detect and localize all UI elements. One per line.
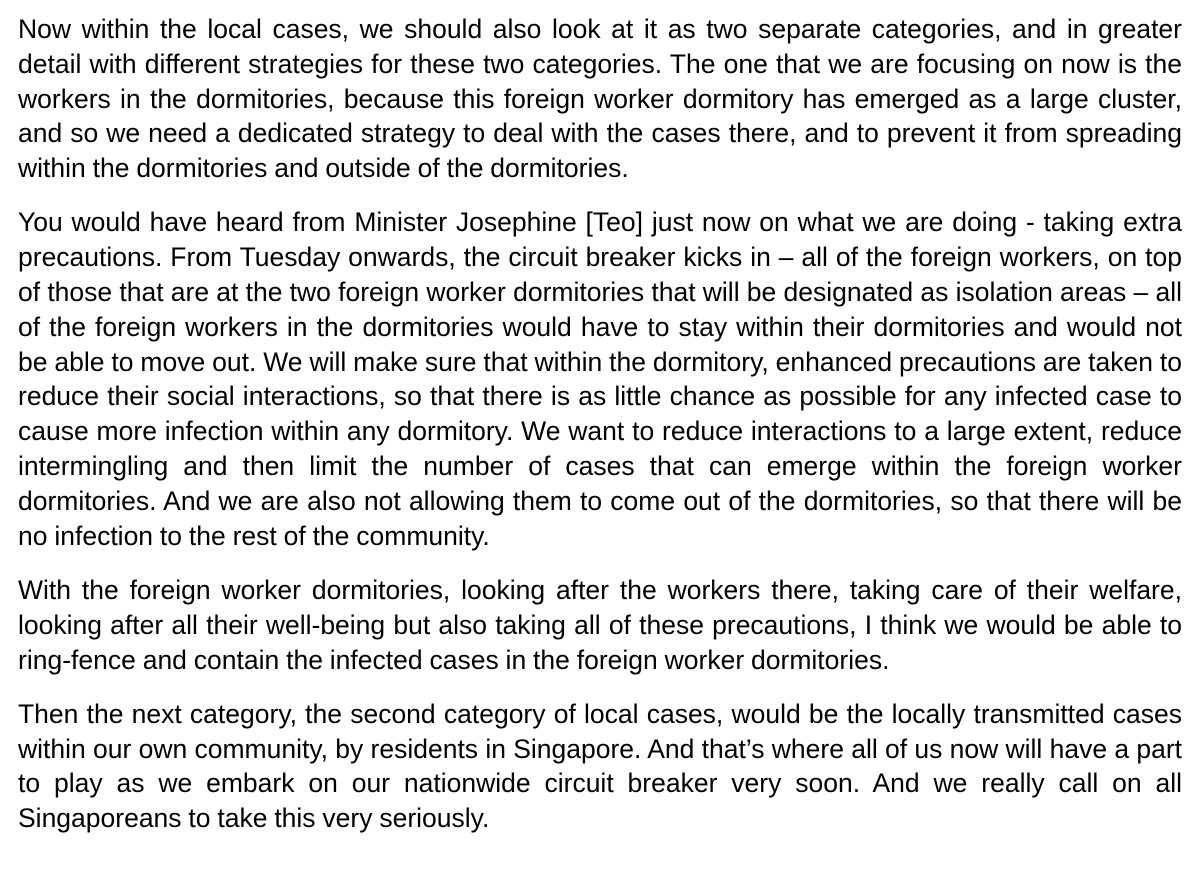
paragraph-local-cases-categories: Now within the local cases, we should also look at it as two separate categories, and in greater detail with different strategies for these two categories. The one that we are focusing on now is the workers in the dormitories, because this foreign worker dormitory has emerged as a large cluster, and so we need a dedicated strategy to deal with the cases there, and to prevent it from spreading within the dormitories and outside of the dormitories. xyxy=(18,14,1182,184)
paragraph-community-cases: Then the next category, the second category of local cases, would be the locally transmitted cases within our own community, by residents in Singapore. And that’s where all of us now will have a part to play as we embark on our nationwide circuit breaker very soon. And we really call on all Singaporeans to take this very seriously. xyxy=(18,698,1182,834)
paragraph-dormitory-precautions: You would have heard from Minister Josephine [Teo] just now on what we are doing - taking extra precautions. From Tuesday onwards, the circuit breaker kicks in – all of the foreign workers, on top of those that are at the two foreign worker dormitories that will be designated as isolation areas – all of the foreign workers in the dormitories would have to stay within their dormitories and would not be able to move out. We will make sure that within the dormitory, enhanced precautions are taken to reduce their social interactions, so that there is as little chance as possible for any infected case to cause more infection within any dormitory. We want to reduce interactions to a large extent, reduce intermingling and then limit the number of cases that can emerge within the foreign worker dormitories. And we are also not allowing them to come out of the dormitories, so that there will be no infection to the rest of the community. xyxy=(18,207,1182,551)
paragraph-ring-fence-dormitories: With the foreign worker dormitories, looking after the workers there, taking care of their welfare, looking after all their well-being but also taking all of these precautions, I think we would be able to ring-fence and contain the infected cases in the foreign worker dormitories. xyxy=(18,574,1182,675)
